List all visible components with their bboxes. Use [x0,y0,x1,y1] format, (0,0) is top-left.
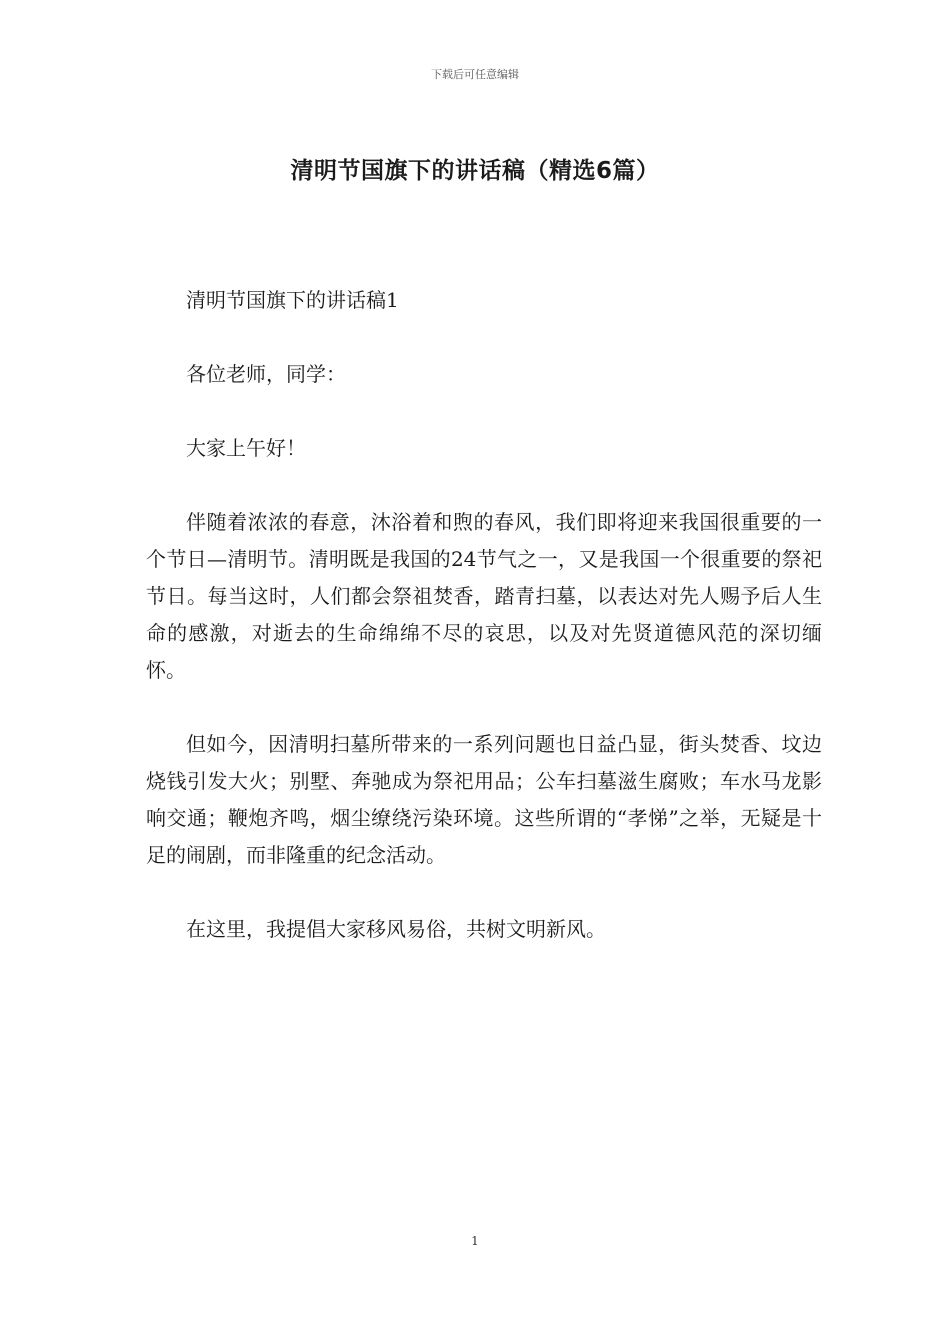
body-paragraph: 但如今，因清明扫墓所带来的一系列问题也日益凸显，街头焚香、坟边烧钱引发大火；别墅、奔驰成为祭祀用品；公车扫墓滋生腐败；车水马龙影响交通；鞭炮齐鸣，烟尘缭绕污染环境。这些所谓的“孝悌”之举，无疑是十足的闹剧，而非隆重的纪念活动。 [146,732,822,867]
body-paragraph: 伴随着浓浓的春意，沐浴着和煦的春风，我们即将迎来我国很重要的一个节日—清明节。清明既是我国的24节气之一，又是我国一个很重要的祭祀节日。每当这时，人们都会祭祖焚香，踏青扫墓，以表达对先人赐予后人生命的感激，对逝去的生命绵绵不尽的哀思，以及对先贤道德风范的深切缅怀。 [146,510,822,682]
body-paragraph: 在这里，我提倡大家移风易俗，共树文明新风。 [186,917,606,941]
header-note: 下载后可任意编辑 [431,68,519,81]
greeting: 大家上午好！ [186,436,306,460]
section-heading: 清明节国旗下的讲话稿1 [186,288,399,312]
salutation: 各位老师，同学： [186,362,346,386]
document-title: 清明节国旗下的讲话稿（精选6篇） [290,158,660,184]
document-body [146,282,822,985]
page-number: 1 [471,1234,479,1248]
